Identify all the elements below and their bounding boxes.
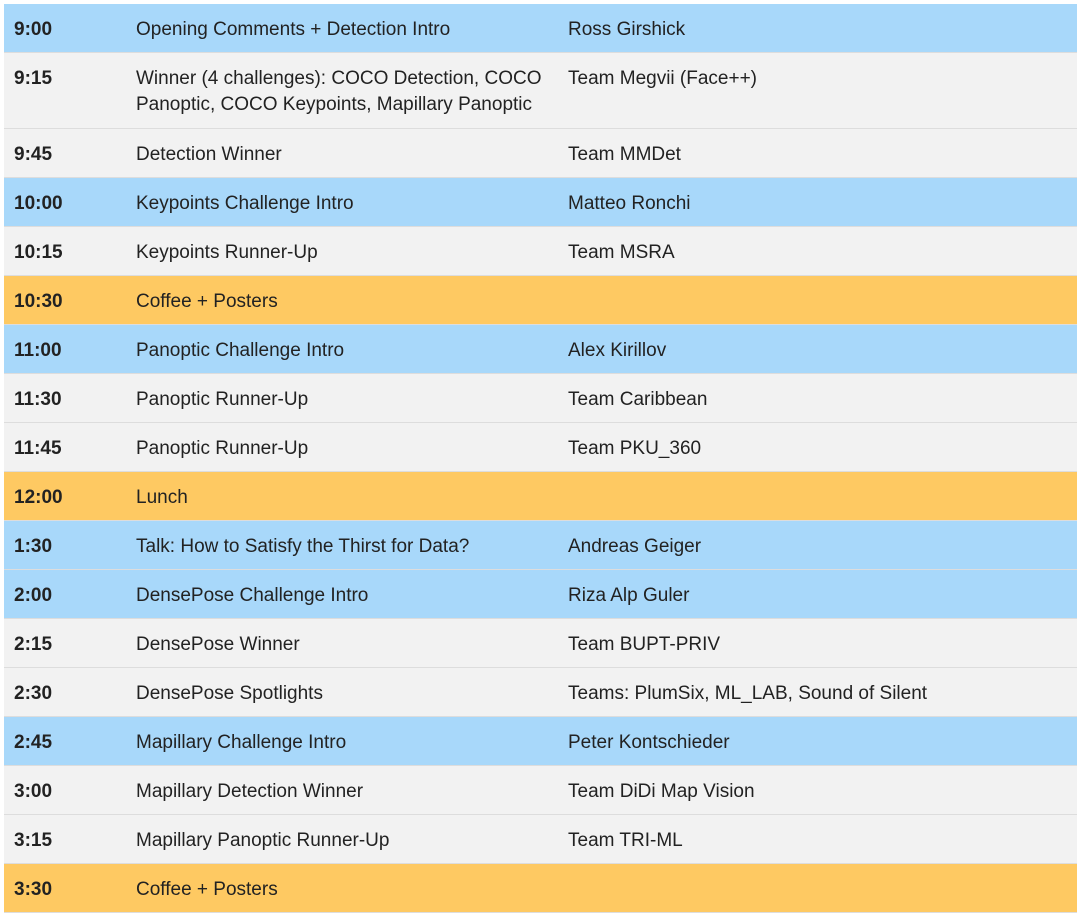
schedule-row <box>4 423 1077 472</box>
row-title: DensePose Spotlights <box>136 683 323 704</box>
row-time: 9:45 <box>14 144 53 165</box>
schedule-row <box>4 864 1077 913</box>
row-speaker: Alex Kirillov <box>568 340 667 361</box>
row-title: Mapillary Detection Winner <box>136 781 364 802</box>
row-time: 2:00 <box>14 585 53 606</box>
schedule-row <box>4 227 1077 276</box>
row-time: 2:30 <box>14 683 53 704</box>
row-speaker: Peter Kontschieder <box>568 732 730 753</box>
row-time: 3:30 <box>14 879 53 900</box>
row-title: DensePose Challenge Intro <box>136 585 369 606</box>
row-title: Panoptic Runner-Up <box>136 389 309 410</box>
schedule-row <box>4 4 1077 53</box>
schedule-row <box>4 472 1077 521</box>
row-title: DensePose Winner <box>136 634 300 655</box>
row-speaker: Team PKU_360 <box>568 438 702 459</box>
row-speaker: Team MMDet <box>568 144 681 165</box>
row-time: 1:30 <box>14 536 53 557</box>
schedule-row <box>4 668 1077 717</box>
row-title: Coffee + Posters <box>136 291 278 312</box>
row-title: Panoptic Challenge Intro <box>136 340 345 361</box>
row-time: 12:00 <box>14 487 63 508</box>
row-time: 3:00 <box>14 781 53 802</box>
row-speaker <box>568 472 1077 485</box>
schedule-row <box>4 521 1077 570</box>
row-speaker: Team MSRA <box>568 242 675 263</box>
row-title: Talk: How to Satisfy the Thirst for Data? <box>136 536 470 557</box>
row-time: 9:15 <box>14 68 53 89</box>
row-title: Mapillary Panoptic Runner-Up <box>136 830 390 851</box>
row-time: 11:45 <box>14 438 62 459</box>
row-speaker <box>568 864 1077 877</box>
row-title: Detection Winner <box>136 144 282 165</box>
row-time: 10:30 <box>14 291 63 312</box>
row-time: 11:30 <box>14 389 62 410</box>
schedule-table <box>4 4 1077 913</box>
schedule-row <box>4 53 1077 129</box>
row-speaker: Team Megvii (Face++) <box>568 68 758 89</box>
row-title: Keypoints Runner-Up <box>136 242 318 263</box>
schedule-row <box>4 325 1077 374</box>
schedule-row <box>4 815 1077 864</box>
row-speaker: Team BUPT-PRIV <box>568 634 721 655</box>
row-title: Keypoints Challenge Intro <box>136 193 354 214</box>
row-speaker: Riza Alp Guler <box>568 585 690 606</box>
row-time: 2:45 <box>14 732 53 753</box>
row-title: Winner (4 challenges): COCO Detection, COCO Panoptic, COCO Keypoints, Mapillary Panoptic <box>136 68 542 115</box>
row-speaker: Team TRI-ML <box>568 830 683 851</box>
row-time: 9:00 <box>14 19 53 40</box>
row-speaker: Matteo Ronchi <box>568 193 691 214</box>
schedule-row <box>4 619 1077 668</box>
row-title: Opening Comments + Detection Intro <box>136 19 451 40</box>
schedule-row <box>4 766 1077 815</box>
row-time: 3:15 <box>14 830 53 851</box>
row-speaker: Andreas Geiger <box>568 536 702 557</box>
schedule-row <box>4 276 1077 325</box>
row-title: Lunch <box>136 487 188 508</box>
row-time: 10:00 <box>14 193 63 214</box>
row-time: 10:15 <box>14 242 63 263</box>
row-speaker: Teams: PlumSix, ML_LAB, Sound of Silent <box>568 683 928 704</box>
row-speaker: Team Caribbean <box>568 389 708 410</box>
row-title: Panoptic Runner-Up <box>136 438 309 459</box>
schedule-row <box>4 717 1077 766</box>
schedule-row <box>4 570 1077 619</box>
row-speaker <box>568 276 1077 289</box>
row-speaker: Team DiDi Map Vision <box>568 781 755 802</box>
schedule-row <box>4 178 1077 227</box>
row-title: Mapillary Challenge Intro <box>136 732 347 753</box>
row-speaker: Ross Girshick <box>568 19 686 40</box>
row-title: Coffee + Posters <box>136 879 278 900</box>
schedule-row <box>4 374 1077 423</box>
row-time: 2:15 <box>14 634 53 655</box>
row-time: 11:00 <box>14 340 62 361</box>
schedule-row <box>4 129 1077 178</box>
